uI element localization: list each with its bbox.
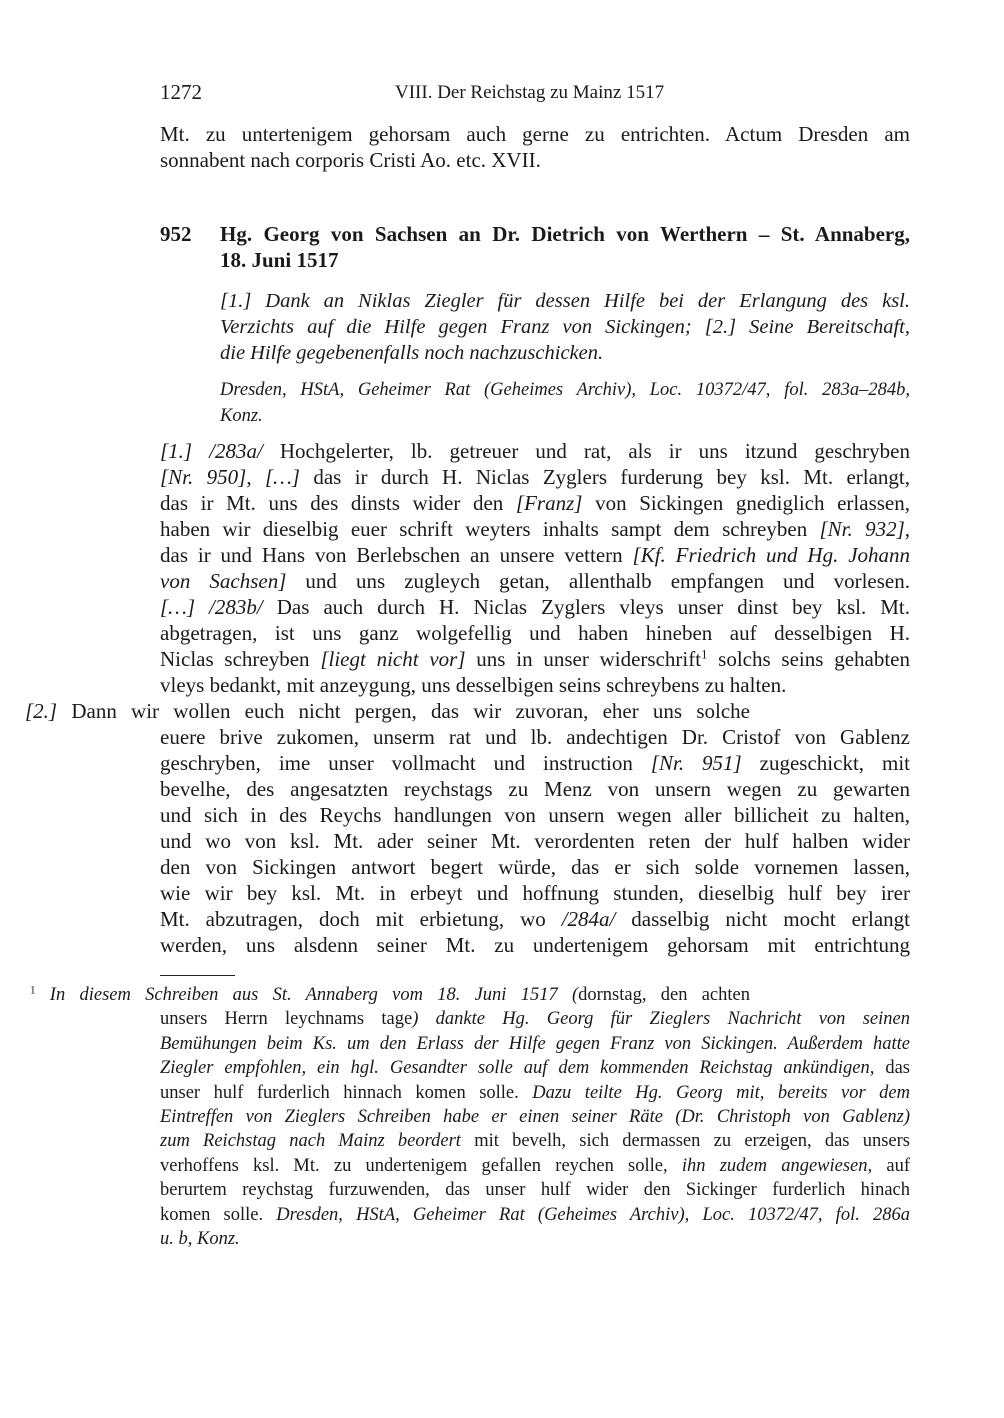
footnote-line (160, 1227, 910, 1251)
body-line (160, 854, 910, 880)
text: und sich in des Reychs handlungen von unsern wegen aller billicheit zu halten, (160, 803, 910, 827)
body-line (0, 698, 750, 724)
intro-line (160, 147, 910, 173)
italic-text: Konz. (220, 406, 263, 426)
text: und wo von ksl. Mt. ader seiner Mt. verordenten reten der hulf halben wider (160, 829, 910, 853)
italic-text: ihn zudem angewiesen, (681, 1155, 873, 1176)
italic-text: Bemühungen beim Ks. um den Erlass der Hilfe gegen Franz von Sickingen. Außerdem hatte (160, 1033, 910, 1054)
text: wie wir bey ksl. Mt. in erbeyt und hoffnung stunden, dieselbig hulf bey irer (160, 881, 910, 905)
text: solchs seins gehabten (707, 647, 910, 671)
footnote-line (160, 1056, 910, 1080)
body-line (160, 880, 910, 906)
footnote-line (160, 1007, 910, 1031)
italic-text: [Franz] (515, 491, 583, 515)
footnote-marker: 1 (701, 647, 708, 662)
text: das ir Mt. uns des dinsts wider den (160, 491, 516, 515)
italic-text: [2.] (25, 699, 58, 723)
text: uns in unser widerschrift (465, 647, 702, 671)
body-line (160, 724, 910, 750)
text: geschryben, ime unser vollmacht und instruction (160, 751, 651, 775)
italic-text: Dresden, HStA, Geheimer Rat (Geheimes Archiv), Loc. 10372/47, fol. 283a–284b, (220, 380, 910, 400)
footnote-line (160, 1129, 910, 1153)
text: dornstag, den achten (578, 985, 750, 1005)
text: mit bevelh, sich dermassen zu erzeigen, das unsers (460, 1131, 911, 1152)
running-title: VIII. Der Reichstag zu Mainz 1517 (395, 82, 665, 103)
document-number: 952 (160, 222, 192, 246)
italic-text: Ziegler empfohlen, ein hgl. Gesandter solle auf dem kommenden Reichstag ankündigen, (160, 1058, 875, 1079)
abstract-line (220, 340, 910, 366)
footnote-line (160, 1178, 910, 1202)
text: vleys bedankt, mit anzeygung, uns desselbigen seins schreybens zu halten. (160, 673, 787, 697)
italic-text: Dresden, HStA, Geheimer Rat (Geheimes Archiv), Loc. 10372/47, fol. 286a (276, 1204, 911, 1225)
source-line (220, 377, 910, 403)
text: auf (872, 1155, 910, 1176)
text: werden, uns alsdenn seiner Mt. zu undertenigem gehorsam mit entrichtung (160, 933, 910, 957)
text: den von Sickingen antwort begert würde, das er sich solde vornemen lassen, (160, 855, 910, 879)
italic-text: [Nr. 951] (650, 751, 742, 775)
footnote-line (160, 1203, 910, 1227)
text: Dann wir wollen euch nicht pergen, das wir zuvoran, eher uns solche (57, 699, 750, 723)
italic-text: die Hilfe gegebenenfalls noch nachzuschicken. (220, 342, 604, 364)
text: , (246, 465, 265, 489)
footnote-rule (160, 975, 235, 976)
italic-text: [Nr. 950] (160, 465, 247, 489)
body-line (160, 620, 910, 646)
text: Niclas schreyben (160, 647, 321, 671)
text: euere brive zukomen, unserm rat und lb. andechtigen Dr. Cristof von Gablenz (160, 725, 910, 749)
text: sonnabent nach corporis Cristi Ao. etc. XVII. (160, 148, 541, 172)
body-line (160, 906, 910, 932)
text: Das auch durch H. Niclas Zyglers vleys unser dinst bey ksl. Mt. (262, 595, 910, 619)
page-number: 1272 (160, 80, 202, 104)
italic-text: ) dankte Hg. Georg für Zieglers Nachricht von seinen (412, 1009, 910, 1030)
italic-text: [Nr. 932] (819, 517, 905, 541)
footnote-line (160, 1032, 910, 1056)
document-title-line: Hg. Georg von Sachsen an Dr. Dietrich von Werthern – St. Annaberg, (220, 222, 910, 246)
text: Mt. zu untertenigem gehorsam auch gerne zu entrichten. Actum Dresden am (160, 122, 910, 146)
italic-text: /284a/ (561, 907, 616, 931)
body-line (160, 672, 910, 698)
abstract-line (220, 288, 910, 314)
text: , (904, 517, 910, 541)
body-line (160, 750, 910, 776)
italic-text: von Sachsen] (160, 569, 287, 593)
body-line (160, 464, 910, 490)
text: abgetragen, ist uns ganz wolgefellig und haben hineben auf desselbigen H. (160, 621, 910, 645)
body-line (160, 568, 910, 594)
abstract-line (220, 314, 910, 340)
italic-text: Dazu teilte Hg. Georg mit, bereits vor dem (532, 1082, 910, 1103)
italic-text: [1.] /283a/ (160, 439, 263, 463)
text: verhoffens ksl. Mt. zu undertenigem gefallen reychen solle, (160, 1155, 682, 1176)
text: zugeschickt, mit (741, 751, 910, 775)
body-line (160, 542, 910, 568)
italic-text: u. b, Konz. (160, 1229, 240, 1249)
text: und uns zugleych getan, allenthalb empfangen und vorlesen. (286, 569, 910, 593)
text: dasselbig nicht mocht erlangt (615, 907, 910, 931)
text: das ir durch H. Niclas Zyglers furderung bey ksl. Mt. erlangt, (299, 465, 910, 489)
body-line (160, 932, 910, 958)
footnote-line (160, 1154, 910, 1178)
text: berurtem reychstag furzuwenden, das unser hulf wider den Sickinger furderlich hinach (160, 1180, 910, 1201)
body-line (160, 516, 910, 542)
italic-text: Eintreffen von Zieglers Schreiben habe er einen seiner Räte (Dr. Christoph von Gablenz) (160, 1107, 910, 1127)
text: komen solle. (160, 1204, 277, 1225)
body-line (160, 594, 910, 620)
footnote-line (160, 1081, 910, 1105)
italic-text: [liegt nicht vor] (320, 647, 466, 671)
italic-text: zum Reichstag nach Mainz beordert (160, 1131, 461, 1152)
intro-line (160, 121, 910, 147)
text: Hochgelerter, lb. getreuer und rat, als ir uns itzund geschryben (262, 439, 910, 463)
body-line (160, 802, 910, 828)
text: unsers Herrn leychnams tage (160, 1009, 413, 1030)
italic-text: In diesem Schreiben aus St. Annaberg vom 18. Juni 1517 ( (35, 985, 579, 1005)
text: von Sickingen gnediglich erlassen, (582, 491, 910, 515)
text: Mt. abzutragen, doch mit erbietung, wo (160, 907, 562, 931)
body-line (160, 438, 910, 464)
italic-text: […] /283b/ (160, 595, 263, 619)
italic-text: [Kf. Friedrich und Hg. Johann (632, 543, 911, 567)
text: unser hulf furderlich hinnach komen solle. (160, 1082, 533, 1103)
text: bevelhe, des angesatzten reychstags zu Menz von unsern wegen zu gewarten (160, 777, 910, 801)
text: haben wir dieselbig euer schrift weyters inhalts sampt dem schreyben (160, 517, 820, 541)
text: das (874, 1058, 910, 1079)
italic-text: [1.] Dank an Niklas Ziegler für dessen Hilfe bei der Erlangung des ksl. (220, 290, 910, 312)
footnote-marker: 1 (30, 984, 36, 997)
document-title-line: 18. Juni 1517 (220, 248, 339, 272)
italic-text: Verzichts auf die Hilfe gegen Franz von Sickingen; [2.] Seine Bereitschaft, (220, 316, 910, 338)
source-line (220, 403, 910, 429)
footnote-line (0, 983, 750, 1007)
body-line (160, 776, 910, 802)
body-line (160, 828, 910, 854)
italic-text: […] (264, 465, 300, 489)
text: das ir und Hans von Berlebschen an unsere vettern (160, 543, 633, 567)
body-line (160, 490, 910, 516)
body-line (160, 646, 910, 672)
footnote-line (160, 1105, 910, 1129)
